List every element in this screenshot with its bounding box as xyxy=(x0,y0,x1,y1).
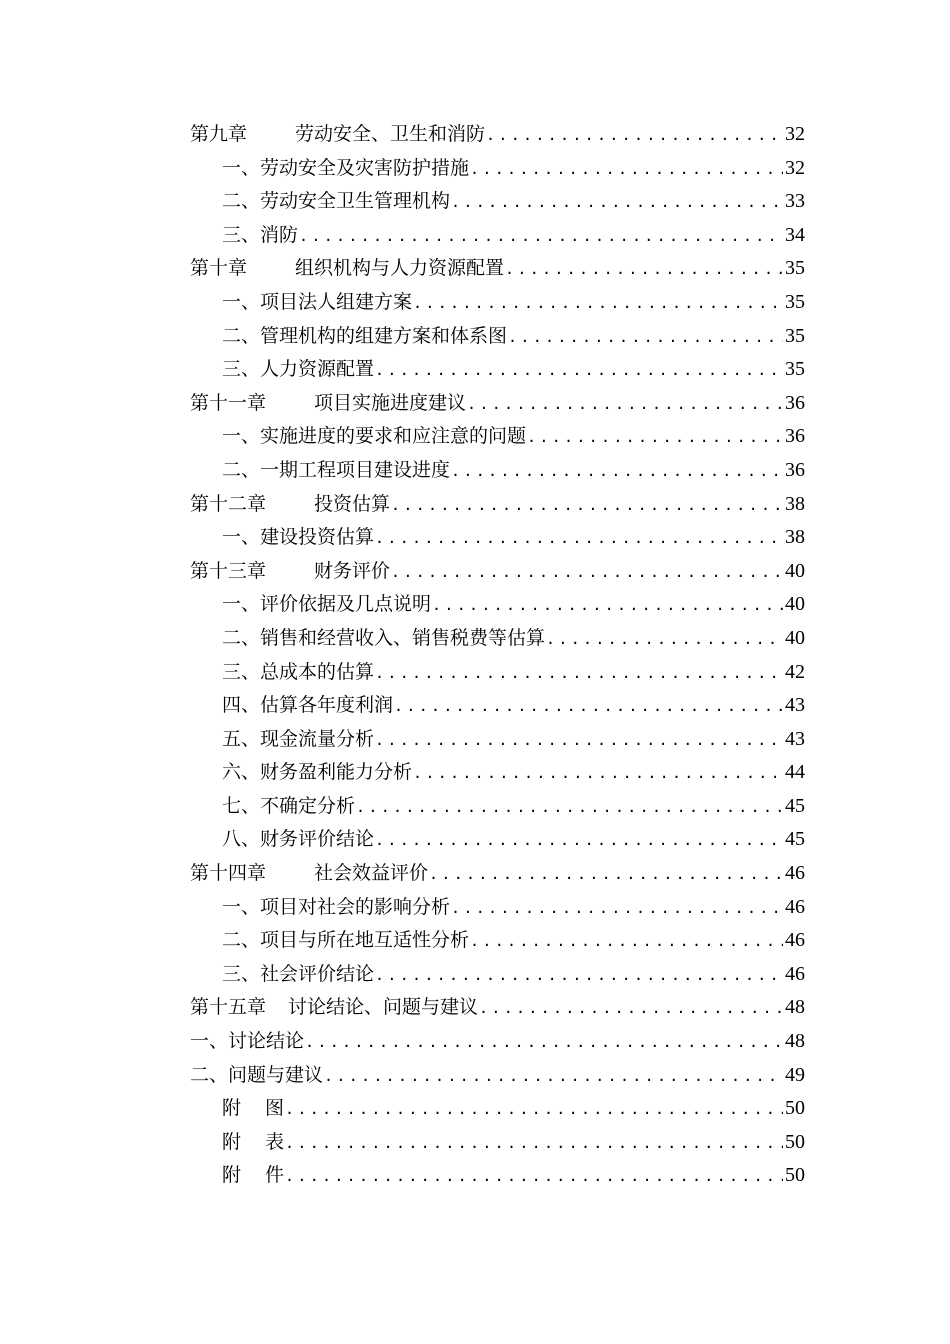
toc-entry[interactable] xyxy=(190,219,805,253)
toc-entry-title: 问题与建议 xyxy=(228,1063,324,1086)
toc-page-number: 46 xyxy=(785,862,805,885)
dot-leader xyxy=(394,690,783,724)
toc-entry[interactable] xyxy=(190,1092,805,1126)
toc-entry[interactable] xyxy=(190,588,805,622)
toc-entry-text xyxy=(222,185,450,219)
toc-entry[interactable] xyxy=(190,656,805,690)
toc-entry-title: 讨论结论、问题与建议 xyxy=(288,996,479,1019)
dot-leader xyxy=(391,489,783,523)
toc-entry-text xyxy=(222,353,374,387)
toc-entry-title: 估算各年度利润 xyxy=(260,694,394,717)
toc-entry[interactable] xyxy=(190,689,805,723)
toc-entry-prefix: 附 xyxy=(222,1164,242,1187)
toc-entry[interactable] xyxy=(190,387,805,421)
toc-entry[interactable] xyxy=(190,1059,805,1093)
toc-entry[interactable] xyxy=(190,991,805,1025)
toc-entry-prefix: 二、 xyxy=(222,190,261,213)
toc-entry-text xyxy=(190,555,390,589)
toc-entry-text xyxy=(190,387,466,421)
toc-entry-title: 财务评价 xyxy=(314,559,391,582)
toc-entry-text xyxy=(190,857,428,891)
toc-entry-text xyxy=(222,286,412,320)
toc-entry-title: 劳动安全及灾害防护措施 xyxy=(260,156,470,179)
toc-entry-title: 实施进度的要求和应注意的问题 xyxy=(260,425,527,448)
toc-entry-title: 现金流量分析 xyxy=(260,727,375,750)
toc-entry-text xyxy=(190,488,390,522)
toc-entry-title: 组织机构与人力资源配置 xyxy=(295,257,505,280)
toc-entry-title: 管理机构的组建方案和体系图 xyxy=(260,324,508,347)
toc-page-number: 32 xyxy=(785,156,805,179)
dot-leader xyxy=(467,388,783,422)
toc-entry-prefix: 第十四章 xyxy=(190,862,267,885)
toc-page-number: 35 xyxy=(785,358,805,381)
dot-leader xyxy=(375,657,783,691)
toc-entry-title: 讨论结论 xyxy=(228,1030,305,1053)
toc-page-number: 46 xyxy=(785,962,805,985)
toc-entry-title: 图 xyxy=(265,1097,285,1120)
toc-entry-text xyxy=(222,891,450,925)
toc-entry-text xyxy=(222,622,545,656)
toc-entry-prefix: 六、 xyxy=(222,761,261,784)
toc-entry-prefix: 八、 xyxy=(222,828,261,851)
dot-leader xyxy=(451,892,783,926)
toc-entry[interactable] xyxy=(190,454,805,488)
dot-leader xyxy=(305,1026,783,1060)
toc-page-number: 50 xyxy=(785,1097,805,1120)
toc-page-number: 46 xyxy=(785,895,805,918)
toc-page-number: 40 xyxy=(785,626,805,649)
toc-page-number: 36 xyxy=(785,391,805,414)
toc-entry-prefix: 第十五章 xyxy=(190,996,267,1019)
toc-entry-title: 消防 xyxy=(260,223,299,246)
toc-entry-prefix: 一、 xyxy=(222,425,261,448)
toc-entry-title: 评价依据及几点说明 xyxy=(260,593,432,616)
toc-entry-prefix: 一、 xyxy=(222,895,261,918)
toc-entry-text xyxy=(222,588,431,622)
toc-entry-text xyxy=(222,958,374,992)
toc-entry[interactable] xyxy=(190,622,805,656)
toc-entry-title: 项目实施进度建议 xyxy=(314,391,467,414)
dot-leader xyxy=(508,321,783,355)
toc-entry-prefix: 三、 xyxy=(222,223,261,246)
dot-leader xyxy=(375,522,783,556)
toc-entry-prefix: 第十章 xyxy=(190,257,248,280)
toc-entry-title: 总成本的估算 xyxy=(260,660,375,683)
toc-page-number: 48 xyxy=(785,1030,805,1053)
toc-page-number: 40 xyxy=(785,559,805,582)
toc-entry[interactable] xyxy=(190,252,805,286)
toc-entry[interactable] xyxy=(190,723,805,757)
toc-entry-text xyxy=(190,252,504,286)
toc-page-number: 49 xyxy=(785,1063,805,1086)
toc-entry-text xyxy=(222,790,355,824)
dot-leader xyxy=(391,556,783,590)
toc-entry-title: 建设投资估算 xyxy=(260,526,375,549)
toc-entry[interactable] xyxy=(190,521,805,555)
toc-page-number: 35 xyxy=(785,290,805,313)
toc-entry-text xyxy=(222,420,526,454)
dot-leader xyxy=(429,858,783,892)
toc-entry-prefix: 一、 xyxy=(222,290,261,313)
toc-entry-prefix: 附 xyxy=(222,1130,242,1153)
toc-entry-text xyxy=(222,756,412,790)
toc-entry-text xyxy=(222,1126,284,1160)
toc-entry[interactable] xyxy=(190,555,805,589)
toc-entry[interactable] xyxy=(190,185,805,219)
dot-leader xyxy=(479,992,783,1026)
toc-entry-title: 财务评价结论 xyxy=(260,828,375,851)
toc-entry-prefix: 一、 xyxy=(222,156,261,179)
toc-entry[interactable] xyxy=(190,891,805,925)
toc-entry-prefix: 第十二章 xyxy=(190,492,267,515)
toc-entry[interactable] xyxy=(190,823,805,857)
toc-entry-text xyxy=(222,823,374,857)
toc-entry-text xyxy=(222,521,374,555)
dot-leader xyxy=(413,757,783,791)
dot-leader xyxy=(451,455,783,489)
toc-page-number: 38 xyxy=(785,492,805,515)
toc-entry-prefix: 二、 xyxy=(222,626,261,649)
dot-leader xyxy=(375,724,783,758)
dot-leader xyxy=(324,1060,783,1094)
dot-leader xyxy=(299,220,783,254)
toc-entry-prefix: 一、 xyxy=(222,593,261,616)
dot-leader xyxy=(375,354,783,388)
toc-entry-prefix: 二、 xyxy=(222,929,261,952)
toc-page-number: 36 xyxy=(785,425,805,448)
toc-entry-text xyxy=(190,991,478,1025)
dot-leader xyxy=(375,824,783,858)
toc-entry-prefix: 四、 xyxy=(222,694,261,717)
dot-leader xyxy=(451,186,783,220)
toc-entry-prefix: 七、 xyxy=(222,794,261,817)
toc-entry-prefix: 二、 xyxy=(190,1063,229,1086)
toc-entry-title: 劳动安全卫生管理机构 xyxy=(260,190,451,213)
toc-entry-title: 件 xyxy=(265,1164,285,1187)
toc-page-number: 36 xyxy=(785,458,805,481)
dot-leader xyxy=(413,287,783,321)
toc-page-number: 38 xyxy=(785,526,805,549)
dot-leader xyxy=(505,253,783,287)
toc-entry-text xyxy=(222,1092,284,1126)
toc-entry[interactable] xyxy=(190,1126,805,1160)
dot-leader xyxy=(285,1127,783,1161)
toc-entry-title: 劳动安全、卫生和消防 xyxy=(295,123,486,145)
toc-page-number: 35 xyxy=(785,257,805,280)
toc-page-number: 33 xyxy=(785,190,805,213)
toc-entry-text xyxy=(222,723,374,757)
toc-page-number: 43 xyxy=(785,694,805,717)
toc-page-number: 42 xyxy=(785,660,805,683)
toc-page-number: 40 xyxy=(785,593,805,616)
toc-entry-prefix: 第十一章 xyxy=(190,391,267,414)
dot-leader xyxy=(486,119,783,153)
toc-entry[interactable] xyxy=(190,286,805,320)
toc-page-number: 46 xyxy=(785,929,805,952)
toc-entry[interactable] xyxy=(190,320,805,354)
dot-leader xyxy=(285,1093,783,1127)
toc-entry-prefix: 一、 xyxy=(222,526,261,549)
toc-page-number: 50 xyxy=(785,1164,805,1187)
toc-entry-title: 项目法人组建方案 xyxy=(260,290,413,313)
toc-page-number: 32 xyxy=(785,123,805,145)
toc-entry-text xyxy=(222,1159,284,1193)
toc-entry-text xyxy=(222,454,450,488)
toc-entry-prefix: 五、 xyxy=(222,727,261,750)
toc-entry-title: 项目与所在地互适性分析 xyxy=(260,929,470,952)
toc-page-number: 43 xyxy=(785,727,805,750)
toc-entry[interactable] xyxy=(190,756,805,790)
toc-entry-title: 社会效益评价 xyxy=(314,862,429,885)
toc-entry-prefix: 一、 xyxy=(190,1030,229,1053)
toc-entry[interactable] xyxy=(190,353,805,387)
toc-entry[interactable] xyxy=(190,152,805,186)
toc-entry-title: 投资估算 xyxy=(314,492,391,515)
toc-page-number: 35 xyxy=(785,324,805,347)
dot-leader xyxy=(470,925,783,959)
toc-entry[interactable] xyxy=(190,924,805,958)
toc-entry-prefix: 二、 xyxy=(222,324,261,347)
toc-entry[interactable] xyxy=(190,118,805,152)
toc-entry-prefix: 三、 xyxy=(222,660,261,683)
toc-entry[interactable] xyxy=(190,420,805,454)
toc-entry-text xyxy=(190,118,485,152)
toc-entry-title: 一期工程项目建设进度 xyxy=(260,458,451,481)
toc-page-number: 45 xyxy=(785,828,805,851)
toc-entry-title: 财务盈利能力分析 xyxy=(260,761,413,784)
toc-page-number: 50 xyxy=(785,1130,805,1153)
dot-leader xyxy=(356,791,783,825)
toc-entry-title: 项目对社会的影响分析 xyxy=(260,895,451,918)
toc-entry-prefix: 二、 xyxy=(222,458,261,481)
toc-entry-text xyxy=(222,689,393,723)
toc-entry[interactable] xyxy=(190,1025,805,1059)
toc-entry-title: 销售和经营收入、销售税费等估算 xyxy=(260,626,546,649)
toc-entry-text xyxy=(222,656,374,690)
dot-leader xyxy=(527,421,783,455)
toc-entry-prefix: 附 xyxy=(222,1097,242,1120)
toc-page-number: 34 xyxy=(785,223,805,246)
toc-entry-prefix: 三、 xyxy=(222,358,261,381)
toc-page-number: 45 xyxy=(785,794,805,817)
toc-entry-title: 不确定分析 xyxy=(260,794,356,817)
toc-page-number: 44 xyxy=(785,761,805,784)
toc-entry-prefix: 第九章 xyxy=(190,123,248,145)
toc-entry-prefix: 第十三章 xyxy=(190,559,267,582)
dot-leader xyxy=(432,589,783,623)
dot-leader xyxy=(470,153,783,187)
toc-entry[interactable] xyxy=(190,857,805,891)
toc-entry[interactable] xyxy=(190,958,805,992)
toc-entry[interactable] xyxy=(190,1159,805,1193)
toc-entry-title: 人力资源配置 xyxy=(260,358,375,381)
toc-entry-text xyxy=(222,924,469,958)
toc-entry-title: 社会评价结论 xyxy=(260,962,375,985)
toc-entry-text xyxy=(222,219,298,253)
dot-leader xyxy=(285,1160,783,1194)
toc-entry-text xyxy=(190,1059,323,1093)
table-of-contents xyxy=(190,118,805,1193)
toc-entry-title: 表 xyxy=(265,1130,285,1153)
toc-entry-prefix: 三、 xyxy=(222,962,261,985)
toc-entry[interactable] xyxy=(190,488,805,522)
toc-entry[interactable] xyxy=(190,790,805,824)
dot-leader xyxy=(375,959,783,993)
toc-entry-text xyxy=(222,152,469,186)
toc-entry-text xyxy=(190,1025,304,1059)
dot-leader xyxy=(546,623,783,657)
toc-entry-text xyxy=(222,320,507,354)
toc-page-number: 48 xyxy=(785,996,805,1019)
